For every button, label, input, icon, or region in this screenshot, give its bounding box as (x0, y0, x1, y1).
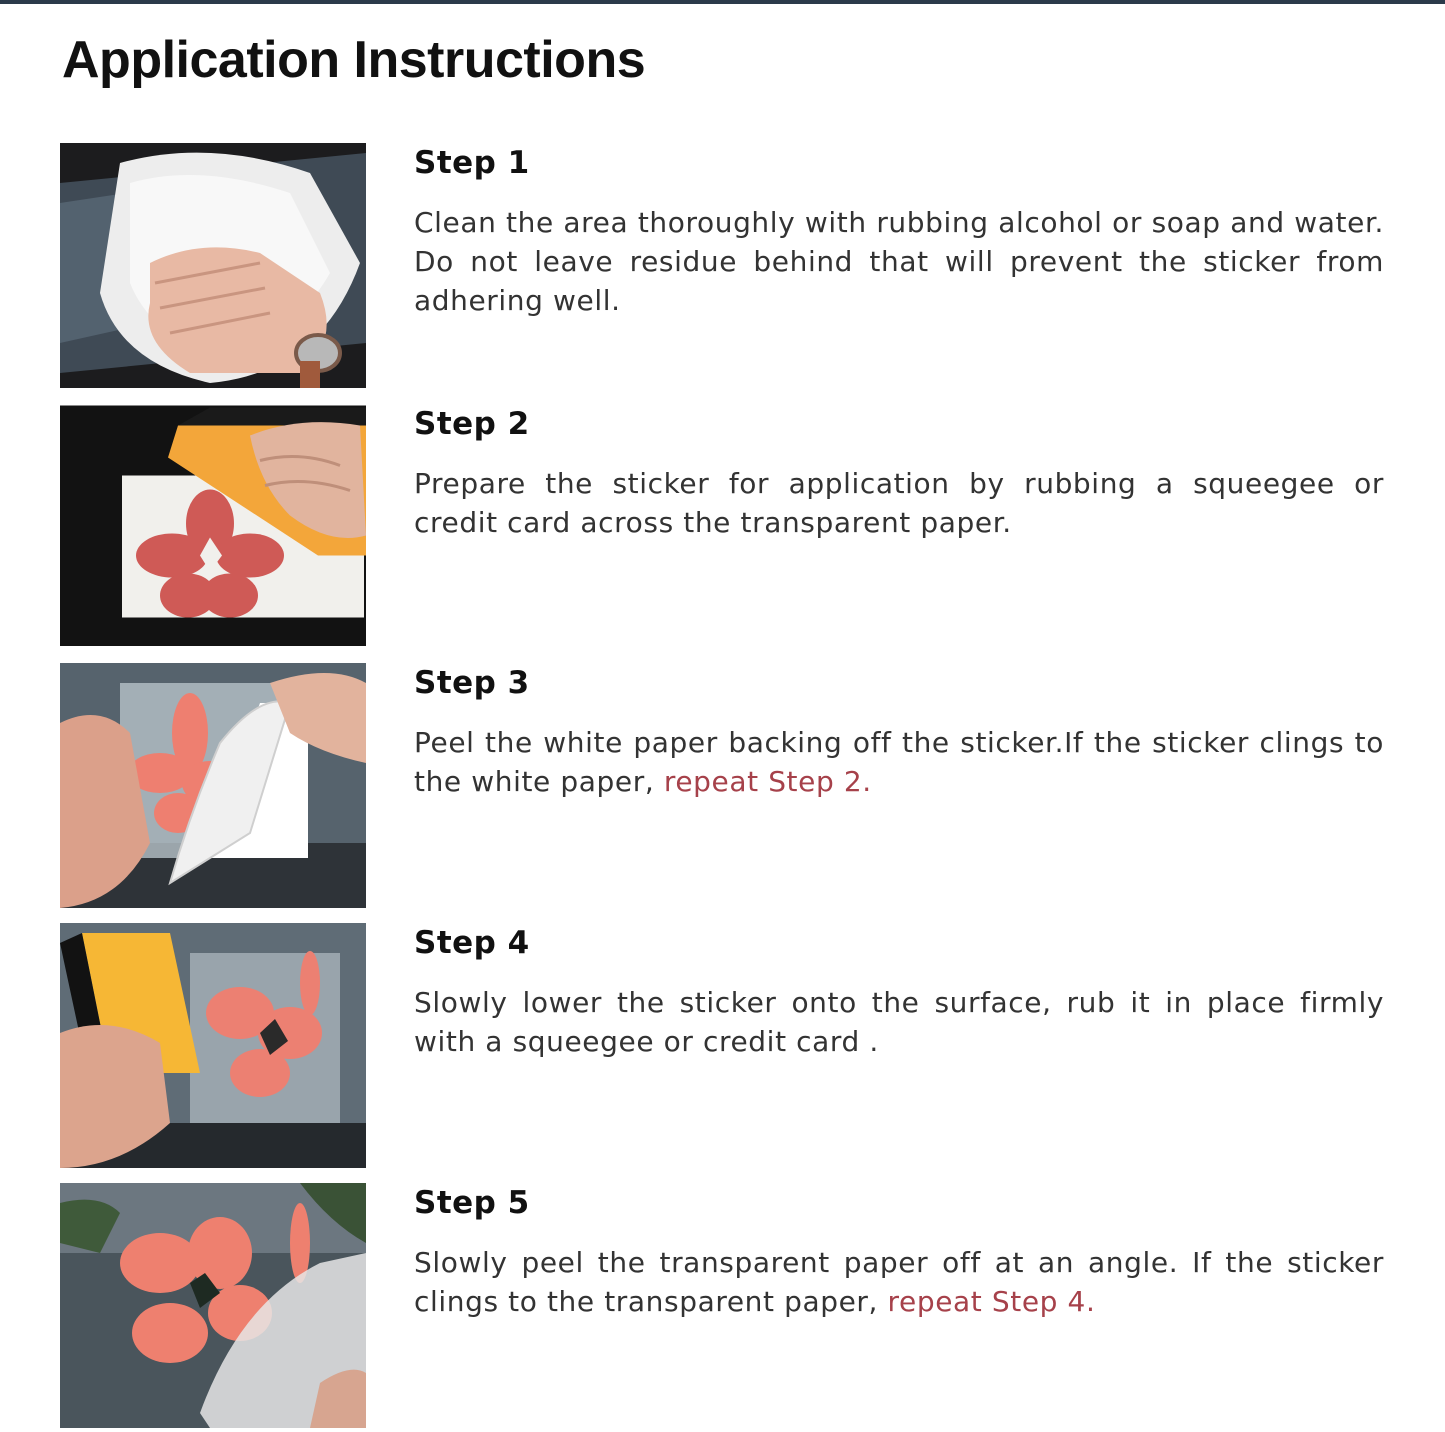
step-5-repeat-link: repeat Step 4. (887, 1285, 1096, 1318)
squeegee-on-sticker-illustration (60, 404, 366, 646)
step-5-text (414, 1243, 1384, 1321)
top-rule (0, 0, 1445, 4)
step-3-repeat-link: repeat Step 2. (663, 765, 872, 798)
step-5-text-main: Slowly peel the transparent paper off at an angle. If the sticker clings to the transparent paper, (414, 1246, 1384, 1318)
step-1-title: Step 1 (414, 145, 530, 181)
step-3-photo (60, 663, 366, 908)
step-5-title: Step 5 (414, 1185, 530, 1221)
step-3-text (414, 723, 1384, 801)
peeling-transparent-paper-illustration (60, 1183, 366, 1428)
step-2-photo (60, 404, 366, 646)
page-title: Application Instructions (62, 31, 646, 89)
step-2-title: Step 2 (414, 406, 530, 442)
squeegee-pressing-illustration (60, 923, 366, 1168)
step-4-photo (60, 923, 366, 1168)
step-3-text-main: Peel the white paper backing off the sticker.If the sticker clings to the white paper, (414, 726, 1384, 798)
step-1-text: Clean the area thoroughly with rubbing alcohol or soap and water. Do not leave residue behind that will prevent the sticker from adhering well. (414, 206, 1384, 317)
step-5-photo (60, 1183, 366, 1428)
step-2-text: Prepare the sticker for application by rubbing a squeegee or credit card across the transparent paper. (414, 467, 1384, 539)
hand-wiping-window-illustration (60, 143, 366, 388)
step-1-photo (60, 143, 366, 388)
step-3-title: Step 3 (414, 665, 530, 701)
peeling-backing-illustration (60, 663, 366, 908)
step-4-title: Step 4 (414, 925, 530, 961)
step-4-text: Slowly lower the sticker onto the surface, rub it in place firmly with a squeegee or credit card . (414, 986, 1384, 1058)
